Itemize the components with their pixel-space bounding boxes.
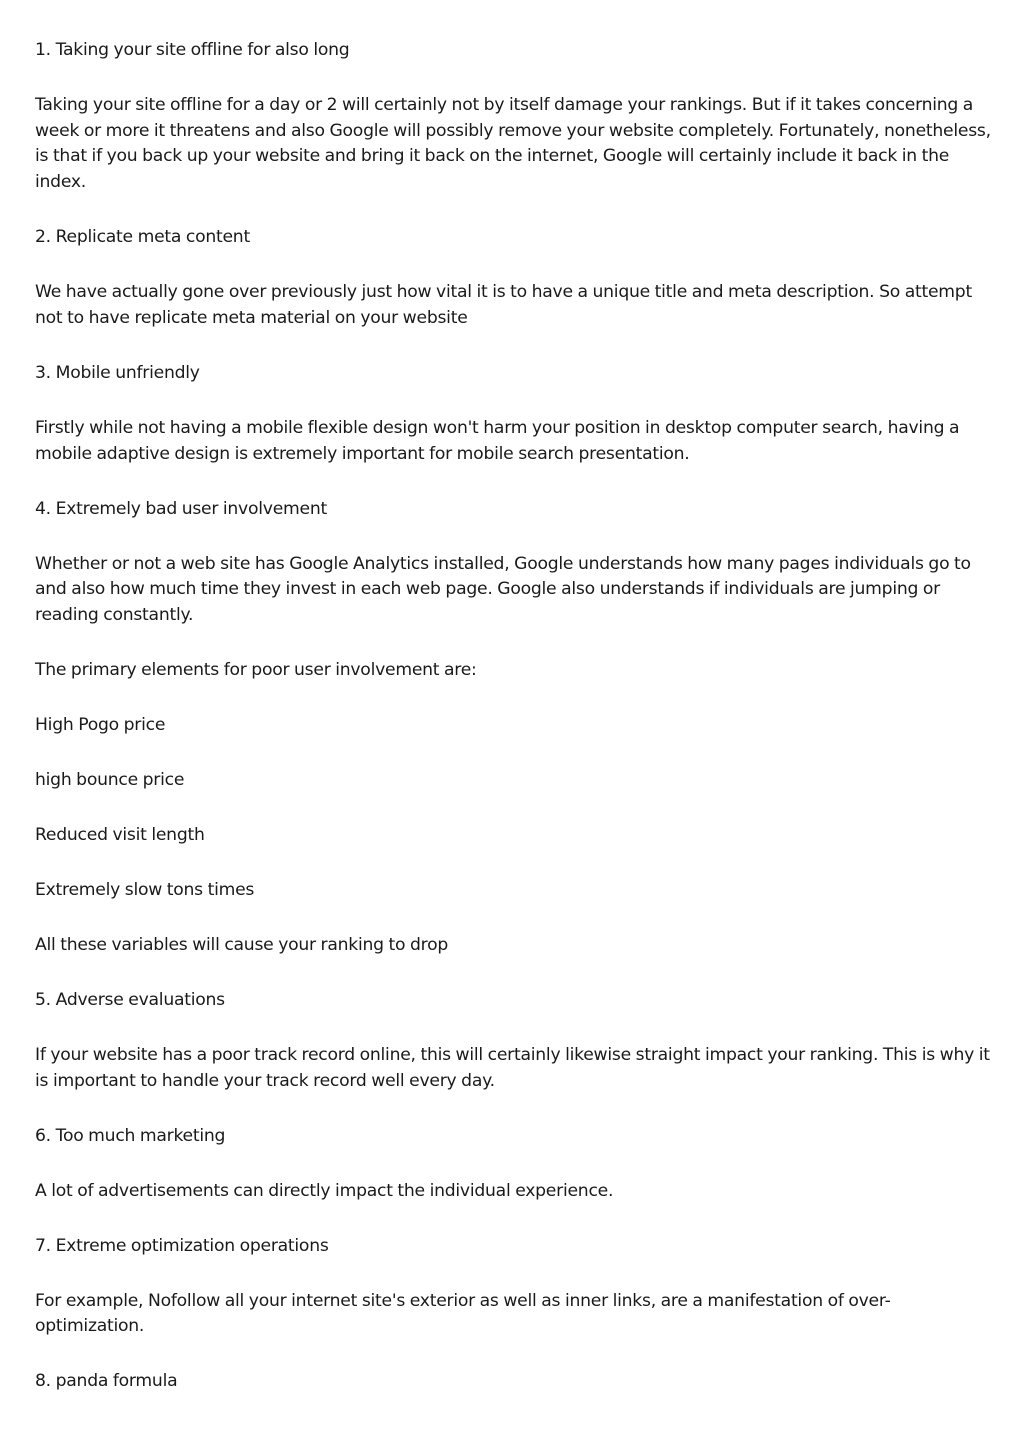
- paragraph-mobile-unfriendly: Firstly while not having a mobile flexible design won't harm your position in desktop computer search, having a mobile adaptive design is extremely important for mobile search presentation.: [35, 417, 960, 464]
- paragraph-advertisements: A lot of advertisements can directly impact the individual experience.: [35, 1180, 614, 1201]
- paragraph-site-offline: Taking your site offline for a day or 2 will certainly not by itself damage your rankings. But if it takes concerning a week or more it threatens and also Google will possibly remove your website completely. Fortunately, nonetheless, is that if you back up your website and bring it back on the internet, Google will certainly include it back in the index.: [35, 95, 991, 193]
- list-item-visit-length: Reduced visit length: [35, 824, 205, 845]
- document-body: [35, 38, 995, 1424]
- paragraph-track-record: If your website has a poor track record online, this will certainly likewise straight impact your ranking. This is why it is important to handle your track record well every day.: [35, 1044, 990, 1091]
- heading-too-much-marketing: 6. Too much marketing: [35, 1125, 226, 1146]
- heading-bad-user-involvement: 4. Extremely bad user involvement: [35, 498, 327, 519]
- paragraph-user-involvement: Whether or not a web site has Google Analytics installed, Google understands how many pages individuals go to and also how much time they invest in each web page. Google also understands if individuals are jumping or reading constantly.: [35, 553, 971, 625]
- paragraph-primary-elements: The primary elements for poor user involvement are:: [35, 659, 477, 680]
- paragraph-over-optimization: For example, Nofollow all your internet site's exterior as well as inner links, are a manifestation of over-optimization.: [35, 1290, 891, 1337]
- list-item-bounce: high bounce price: [35, 769, 185, 790]
- heading-taking-site-offline: 1. Taking your site offline for also long: [35, 40, 350, 60]
- paragraph-variables: All these variables will cause your ranking to drop: [35, 934, 449, 955]
- heading-replicate-meta: 2. Replicate meta content: [35, 227, 250, 248]
- heading-mobile-unfriendly: 3. Mobile unfriendly: [35, 362, 200, 383]
- heading-panda-formula: 8. panda formula: [35, 1371, 178, 1392]
- list-item-pogo: High Pogo price: [35, 714, 166, 735]
- paragraph-replicate-meta: We have actually gone over previously just how vital it is to have a unique title and meta description. So attempt not to have replicate meta material on your website: [35, 282, 972, 328]
- list-item-load-times: Extremely slow tons times: [35, 879, 255, 900]
- heading-adverse-evaluations: 5. Adverse evaluations: [35, 989, 225, 1010]
- heading-extreme-optimization: 7. Extreme optimization operations: [35, 1235, 329, 1256]
